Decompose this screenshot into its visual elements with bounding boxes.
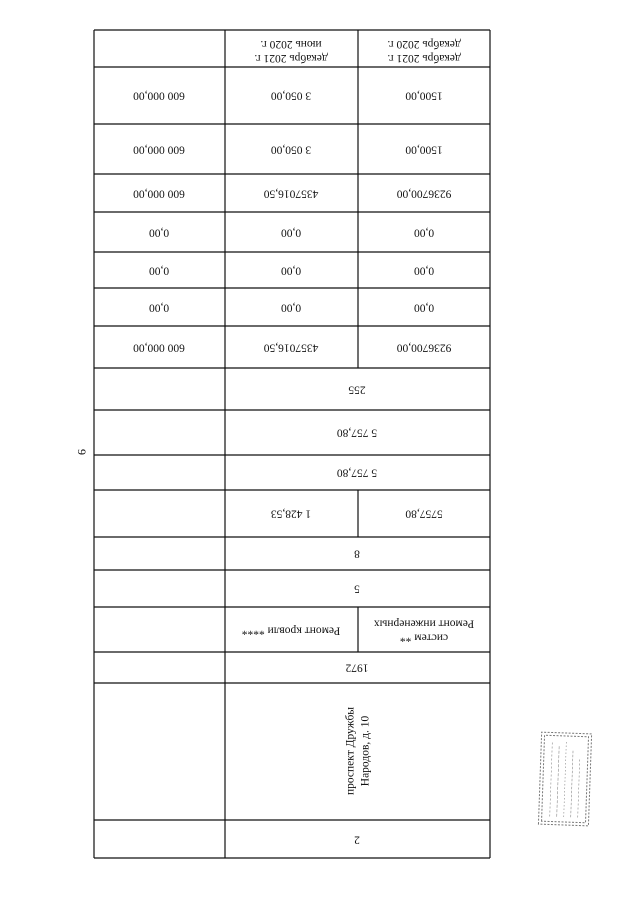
work-roof: Ремонт кровли **** xyxy=(241,624,341,637)
unit-cost-systems: 1500,00 xyxy=(405,143,443,156)
zero-row-2-other: 0,00 xyxy=(148,264,170,277)
cost-owners-systems: 9236700,00 xyxy=(396,187,452,200)
table-cells xyxy=(133,38,474,845)
cost-total-systems: 9236700,00 xyxy=(396,341,452,354)
work-systems-line2: систем ** xyxy=(399,631,449,644)
unit-cost-max-roof: 3 050,00 xyxy=(270,89,312,102)
cost-total-roof: 4357016,50 xyxy=(263,341,319,354)
deadline-roof-line2: декабрь 2021 г. xyxy=(254,52,328,64)
area-part: 1 428,53 xyxy=(270,507,312,520)
residents-count: 255 xyxy=(348,383,366,396)
floors-count: 5 xyxy=(354,582,360,595)
deadline-roof-line1: июнь 2020 г. xyxy=(260,38,322,50)
cost-total-other: 600 000,00 xyxy=(133,341,185,354)
zero-row-3-other: 0,00 xyxy=(148,301,170,314)
cost-owners-roof: 4357016,50 xyxy=(263,187,319,200)
address-line2: Народов, д. 10 xyxy=(359,715,372,787)
year-built: 1972 xyxy=(345,661,369,674)
area-residential: 5 757,80 xyxy=(336,466,378,479)
zero-row-1-systems: 0,00 xyxy=(413,226,435,239)
zero-row-1-roof: 0,00 xyxy=(280,226,302,239)
unit-cost-max-systems: 1500,00 xyxy=(405,89,443,102)
row-number: 2 xyxy=(354,833,360,846)
zero-row-2-systems: 0,00 xyxy=(413,264,435,277)
unit-cost-max-other: 600 000,00 xyxy=(133,89,185,102)
approval-stamp xyxy=(538,732,591,826)
zero-row-3-roof: 0,00 xyxy=(280,301,302,314)
area-total: 5757,80 xyxy=(405,507,443,520)
page-number: 9 xyxy=(75,449,89,455)
deadline-systems-line1: декабрь 2020 г. xyxy=(387,38,461,50)
zero-row-3-systems: 0,00 xyxy=(413,301,435,314)
entrances-count: 8 xyxy=(354,547,360,560)
zero-row-1-other: 0,00 xyxy=(148,226,170,239)
zero-row-2-roof: 0,00 xyxy=(280,264,302,277)
unit-cost-other: 600 000,00 xyxy=(133,143,185,156)
deadline-systems-line2: декабрь 2021 г. xyxy=(387,52,461,64)
address-line1: проспект Дружбы xyxy=(344,706,357,796)
unit-cost-roof: 3 050,00 xyxy=(270,143,312,156)
work-systems-line1: Ремонт инженерных xyxy=(373,617,475,630)
cost-owners-other: 600 000,00 xyxy=(133,187,185,200)
area-living: 5 757,80 xyxy=(336,426,378,439)
